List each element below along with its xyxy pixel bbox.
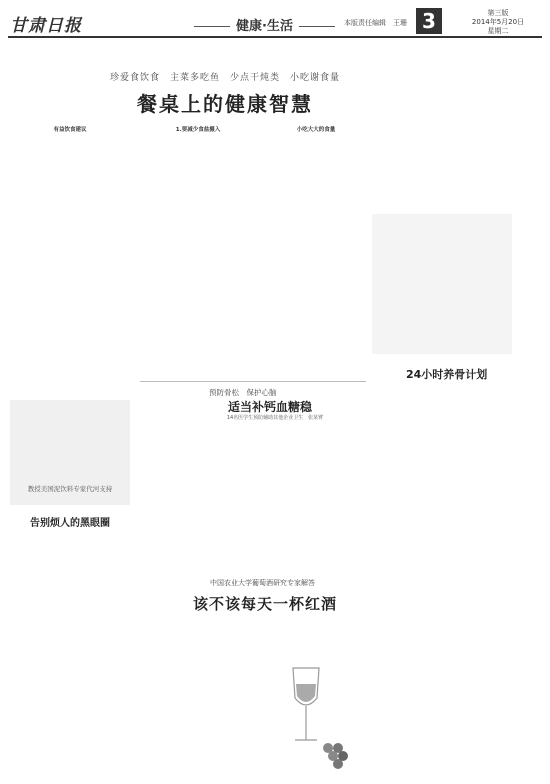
- body-column-2: [138, 125, 258, 375]
- right-article-body: [372, 386, 540, 776]
- main-headline: 餐桌上的健康智慧: [137, 92, 313, 116]
- article-subhead: 1.要减少食盐摄入: [175, 127, 221, 133]
- edition-info: [458, 9, 538, 36]
- edition-line: 第三版: [487, 9, 509, 17]
- bottom-headline: 该不该每天一杯红酒: [192, 595, 337, 613]
- article-image: [372, 214, 512, 354]
- edition-date: 2014年5月20日: [471, 18, 525, 26]
- grapes-icon: [323, 743, 348, 769]
- left-article-body: [10, 532, 130, 778]
- bottom-article-body-left: [140, 660, 270, 776]
- masthead: [8, 6, 542, 38]
- image-caption: 教授美国泥饮料专家代河支持: [27, 485, 113, 493]
- wine-glass-icon: [293, 668, 319, 740]
- bottom-article-body: [140, 618, 366, 658]
- middle-headline: 适当补钙血糖稳: [227, 400, 312, 414]
- article-subhead: 小吃大大的食量: [296, 127, 336, 133]
- middle-article-body: [140, 424, 366, 570]
- wine-glass-image: [273, 660, 353, 770]
- edition-weekday: 星期二: [487, 27, 509, 35]
- divider: [140, 381, 366, 382]
- article-tags: 珍爱食饮食 主菜多吃鱼 少点干炖类 小吃谢食量: [109, 73, 340, 83]
- left-image: [10, 400, 130, 505]
- body-column-3: [266, 125, 366, 375]
- right-article-title: 24小时养骨计划: [406, 368, 488, 381]
- editor-credit: 本版责任编辑 王珊: [344, 19, 407, 27]
- newspaper-logo: 甘肃日报: [10, 16, 82, 36]
- bottom-kicker: 中国农业大学葡萄酒研究专家解答: [210, 579, 315, 587]
- article-subhead: 有益饮食建议: [53, 127, 87, 133]
- body-column-1: [10, 125, 130, 387]
- page-number: 3: [416, 8, 442, 34]
- middle-byline: 14名医学生预防辅助其他企业卫生 张某臂: [226, 415, 324, 421]
- middle-kicker: 预防骨松 保护心脑: [209, 388, 277, 397]
- section-title: 健康·生活: [188, 15, 341, 34]
- left-article-title: 告别烦人的黑眼圈: [30, 518, 110, 529]
